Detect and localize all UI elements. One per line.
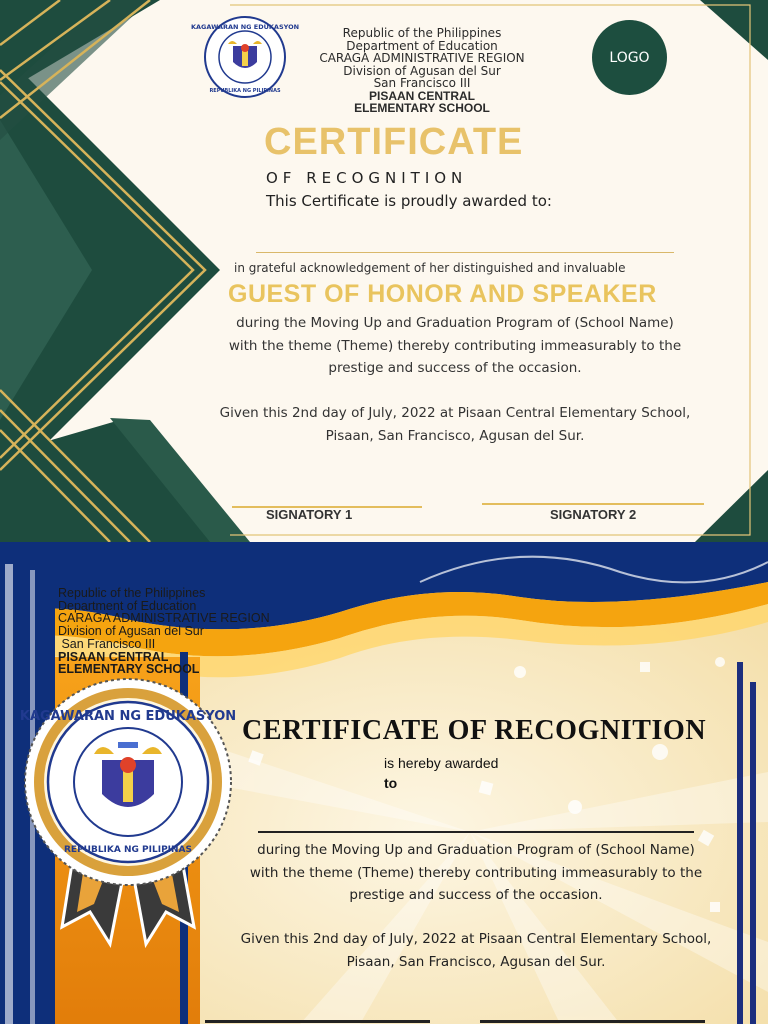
given2-paragraph: [222, 928, 730, 973]
header2-district: San Francisco III: [58, 636, 156, 651]
body2-line-3: prestige and success of the occasion.: [349, 887, 603, 903]
header-school-2: ELEMENTARY SCHOOL: [354, 101, 490, 115]
header-region: CARAGA ADMINISTRATIVE REGION: [319, 51, 525, 65]
given2-line-1: Given this 2nd day of July, 2022 at Pisaan Central Elementary School,: [240, 931, 712, 947]
rosette-seal: [19, 682, 237, 957]
given-paragraph: [200, 402, 710, 447]
letterhead: [290, 27, 554, 115]
awarded-line-1: is hereby awarded: [384, 755, 499, 771]
certificate-bottom: [0, 542, 768, 1024]
given-line-1: Given this 2nd day of July, 2022 at Pisaan Central Elementary School,: [219, 405, 691, 421]
header2-region: CARAGA ADMINISTRATIVE REGION: [58, 611, 270, 626]
recipient-name-line: [256, 252, 674, 253]
header-district: San Francisco III: [373, 76, 471, 90]
body2-line-2: with the theme (Theme) thereby contributing immeasurably to the: [249, 864, 703, 881]
header-department: Department of Education: [346, 38, 498, 53]
seal-top-text: KAGAWARAN NG EDUKASYON: [190, 23, 300, 31]
header2-division: Division of Agusan del Sur: [58, 624, 204, 639]
certificate2-title: CERTIFICATE OF RECOGNITION: [242, 715, 707, 746]
header-school-1: PISAAN CENTRAL: [368, 88, 475, 103]
awarded-block: [384, 753, 498, 793]
signatory-2: SIGNATORY 2: [550, 507, 637, 522]
deped-seal: [190, 16, 300, 98]
rosette-bottom-text: REPUBLIKA NG PILIPINAS: [63, 845, 193, 855]
given-line-2: Pisaan, San Francisco, Agusan del Sur.: [325, 427, 585, 444]
logo-placeholder: LOGO: [592, 20, 667, 95]
body2-paragraph: [222, 839, 730, 907]
body-paragraph: [200, 312, 710, 380]
awarded-line-2: to: [384, 775, 398, 791]
awarded-text: This Certificate is proudly awarded to:: [266, 192, 552, 210]
header2-school-2: ELEMENTARY SCHOOL: [58, 662, 200, 677]
header-republic: Republic of the Philippines: [342, 26, 502, 40]
signatory-1: SIGNATORY 1: [266, 507, 353, 522]
acknowledgement-text: in grateful acknowledgement of her distinguished and invaluable: [234, 261, 626, 275]
given2-line-2: Pisaan, San Francisco, Agusan del Sur.: [346, 953, 606, 970]
letterhead-bottom: [58, 587, 270, 676]
body2-line-1: during the Moving Up and Graduation Program of (School Name): [257, 842, 695, 858]
certificate-subtitle: OF RECOGNITION: [266, 169, 468, 187]
body-line-3: prestige and success of the occasion.: [328, 360, 582, 376]
header2-department: Department of Education: [58, 598, 197, 613]
signature-line-2: [482, 503, 704, 505]
seal-bottom-text: REPUBLIKA NG PILIPINAS: [209, 88, 281, 94]
rosette-top-text: KAGAWARAN NG EDUKASYON: [19, 709, 237, 724]
body-line-1: during the Moving Up and Graduation Program of (School Name): [236, 315, 674, 331]
honor-title: GUEST OF HONOR AND SPEAKER: [228, 280, 657, 308]
certificate-title: CERTIFICATE: [264, 121, 524, 163]
header2-republic: Republic of the Philippines: [58, 586, 206, 600]
header-division: Division of Agusan del Sur: [343, 63, 501, 78]
header2-school-1: PISAAN CENTRAL: [58, 649, 169, 664]
recipient-name-line-2: [258, 831, 694, 833]
body-line-2: with the theme (Theme) thereby contributing immeasurably to the: [228, 337, 682, 354]
